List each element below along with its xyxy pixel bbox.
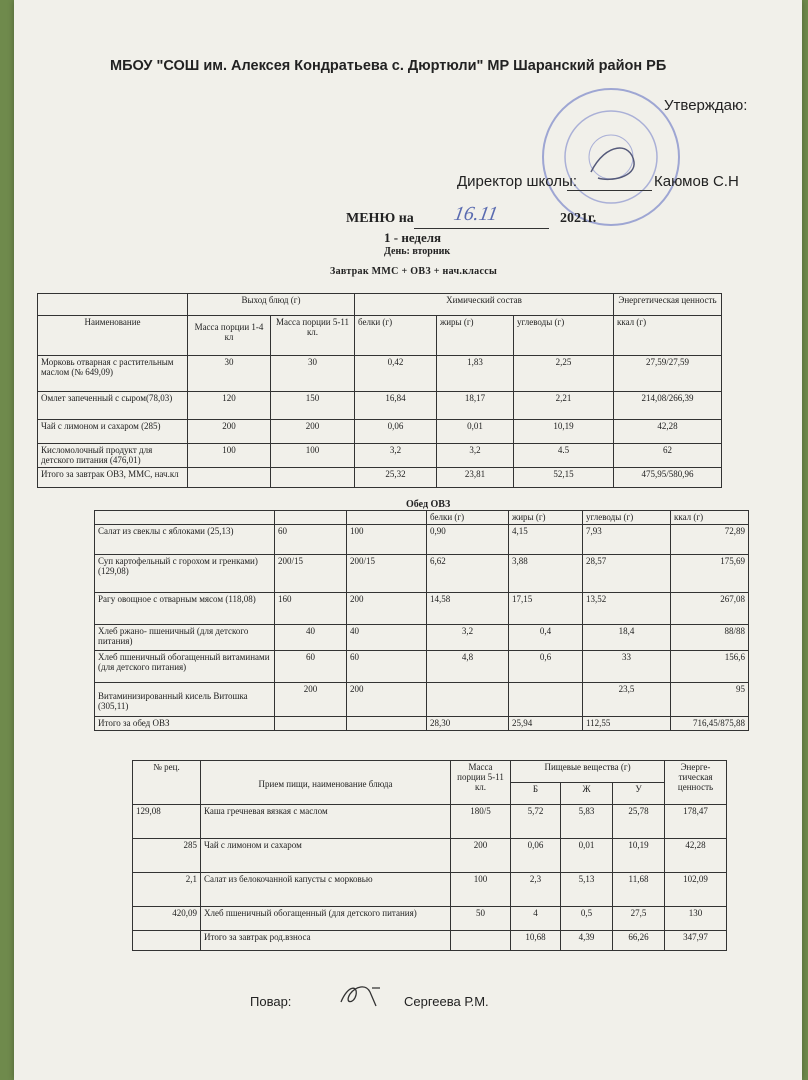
table-row: 420,09 Хлеб пшеничный обогащенный (для детского питания) 50 4 0,5 27,5 130 — [133, 907, 727, 931]
approve-label: Утверждаю: — [664, 97, 748, 114]
table-row: Омлет запеченный с сыром(78,03) 120 150 16,84 18,17 2,21 214,08/266,39 — [38, 392, 722, 420]
day-label: День: вторник — [384, 246, 451, 257]
table-row: Хлеб пшеничный обогащенный витаминами (для детского питания) 60 60 4,8 0,6 33 156,6 — [95, 651, 749, 683]
dish-header: Прием пищи, наименование блюда — [201, 761, 451, 805]
carb-header: углеводы (г) — [514, 316, 614, 356]
protein-header: белки (г) — [355, 316, 437, 356]
signature-line — [567, 190, 652, 191]
table-row: Рагу овощное с отварным мясом (118,08) 160 200 14,58 17,15 13,52 267,08 — [95, 593, 749, 625]
table-row: Хлеб ржано- пшеничный (для детского питания) 40 40 3,2 0,4 18,4 88/88 — [95, 625, 749, 651]
energy-header: Энергетическая ценность — [614, 294, 722, 316]
rec-header: № рец. — [133, 761, 201, 805]
director-name: Каюмов С.Н — [654, 173, 739, 190]
u-header: У — [613, 783, 665, 805]
table-row: Итого за завтрак ОВЗ, ММС, нач.кл 25,32 23,81 52,15 475,95/580,96 — [38, 468, 722, 488]
table-row: Кисломолочный продукт для детского питания (476,01) 100 100 3,2 3,2 4.5 62 — [38, 444, 722, 468]
menu-label: МЕНЮ на — [346, 211, 414, 226]
table-row: Морковь отварная с растительным маслом (№ 649,09) 30 30 0,42 1,83 2,25 27,59/27,59 — [38, 356, 722, 392]
table-row: Итого за обед ОВЗ 28,30 25,94 112,55 716,45/875,88 — [95, 717, 749, 731]
lunch-title: Обед ОВЗ — [406, 499, 451, 510]
document-page — [14, 0, 802, 1080]
b-header: Б — [511, 783, 561, 805]
menu-date: 16.11 — [452, 203, 500, 225]
yield-header: Выход блюд (г) — [188, 294, 355, 316]
table-row: Чай с лимоном и сахаром (285) 200 200 0,06 0,01 10,19 42,28 — [38, 420, 722, 444]
breakfast-title: Завтрак ММС + ОВЗ + нач.классы — [330, 266, 498, 277]
name-header: Наименование — [38, 316, 188, 356]
table-row: Витаминизированный кисель Витошка (305,11) 200 200 23,5 95 — [95, 683, 749, 717]
lunch-table — [94, 510, 749, 731]
table-row: Салат из свеклы с яблоками (25,13) 60 100 0,90 4,15 7,93 72,89 — [95, 525, 749, 555]
table-row: 129,08 Каша гречневая вязкая с маслом 180/5 5,72 5,83 25,78 178,47 — [133, 805, 727, 839]
mass511-header: Масса порции 5-11 кл. — [271, 316, 355, 356]
mass14-header: Масса порции 1-4 кл — [188, 316, 271, 356]
mass-header: Масса порции 5-11 кл. — [451, 761, 511, 805]
director-label: Директор школы: — [457, 173, 577, 190]
cook-name: Сергеева Р.М. — [404, 994, 489, 1009]
week-label: 1 - неделя — [384, 230, 442, 245]
kcal-header: ккал (г) — [671, 511, 749, 525]
table-row: 2,1 Салат из белокочанной капусты с морковью 100 2,3 5,13 11,68 102,09 — [133, 873, 727, 907]
table-row: Суп картофельный с горохом и гренками) (129,08) 200/15 200/15 6,62 3,88 28,57 175,69 — [95, 555, 749, 593]
table-row: Итого за завтрак род.взноса 10,68 4,39 66,26 347,97 — [133, 931, 727, 951]
energy-header: Энерге-тическая ценность — [665, 761, 727, 805]
fat-header: жиры (г) — [509, 511, 583, 525]
breakfast-table — [37, 293, 722, 488]
date-line — [414, 228, 549, 229]
fat-header: жиры (г) — [437, 316, 514, 356]
cook-signature — [336, 980, 396, 1010]
chem-header: Химический состав — [355, 294, 614, 316]
kcal-header: ккал (г) — [614, 316, 722, 356]
cook-label: Повар: — [250, 994, 292, 1009]
menu-year: 2021г. — [560, 211, 597, 226]
parent-fee-breakfast-table — [132, 760, 727, 951]
nutrients-header: Пищевые вещества (г) — [511, 761, 665, 783]
table-row: 285 Чай с лимоном и сахаром 200 0,06 0,01 10,19 42,28 — [133, 839, 727, 873]
carb-header: углеводы (г) — [583, 511, 671, 525]
school-title: МБОУ "СОШ им. Алексея Кондратьева с. Дюртюли" МР Шаранский район РБ — [110, 58, 667, 74]
protein-header: белки (г) — [427, 511, 509, 525]
zh-header: Ж — [561, 783, 613, 805]
